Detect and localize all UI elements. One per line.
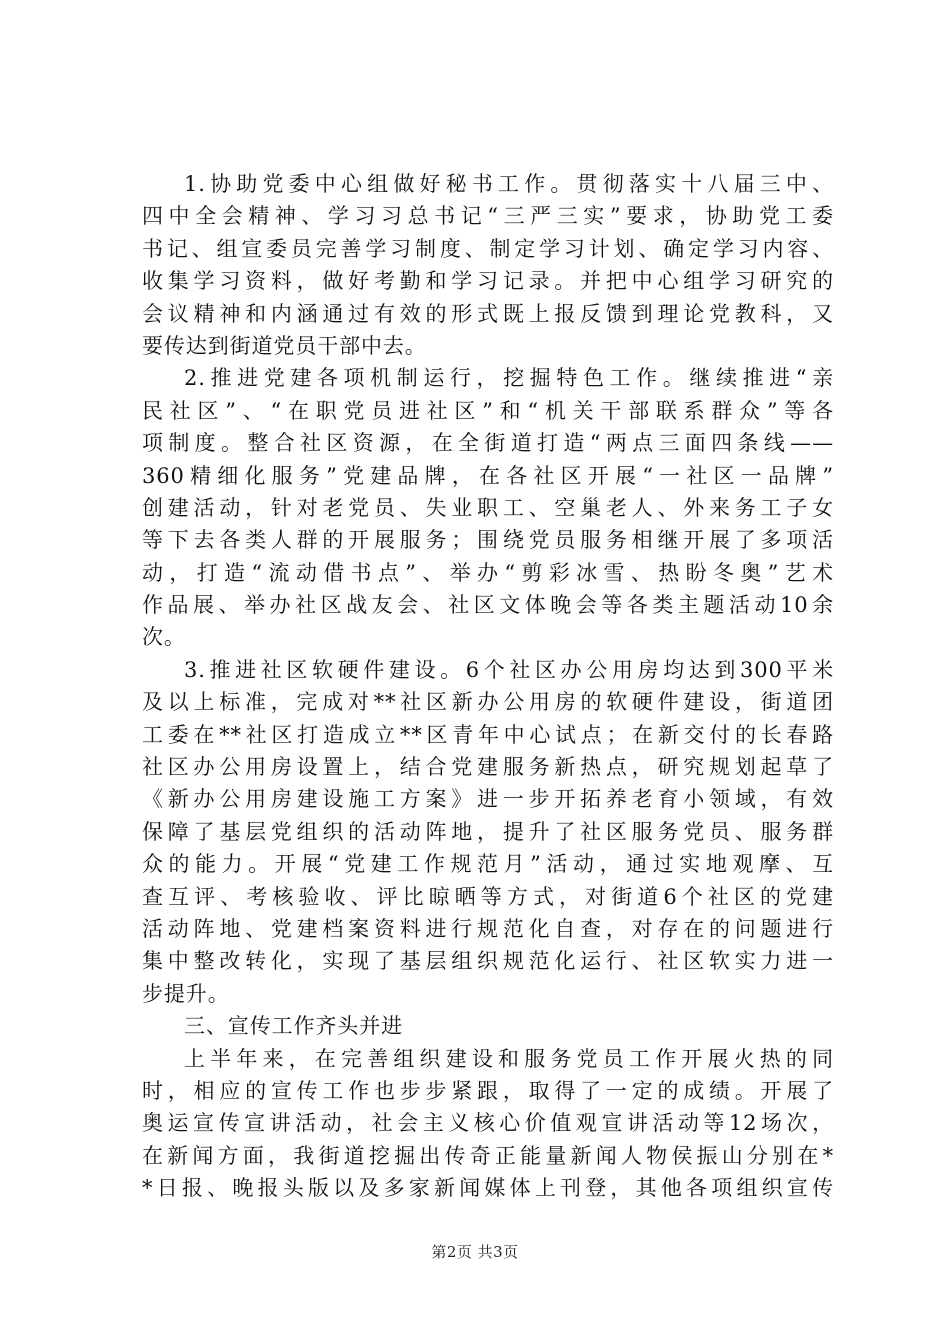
text-line: 上半年来，在完善组织建设和服务党员工作开展火热的同	[184, 1046, 834, 1071]
text-line: 活动阵地、党建档案资料进行规范化自查，对存在的问题进行	[142, 916, 834, 941]
text-line: 2.推进党建各项机制运行，挖掘特色工作。继续推进“亲	[184, 366, 834, 391]
text-line: 要传达到街道党员干部中去。	[142, 333, 427, 358]
text-line: 社区办公用房设置上，结合党建服务新热点，研究规划起草了	[142, 755, 834, 780]
text-line: 项制度。整合社区资源，在全街道打造“两点三面四条线——	[142, 431, 834, 456]
text-line: 在新闻方面，我街道挖掘出传奇正能量新闻人物侯振山分别在*	[142, 1143, 834, 1168]
text-line: 步提升。	[142, 981, 230, 1006]
text-line: 奥运宣传宣讲活动，社会主义核心价值观宣讲活动等12场次，	[142, 1111, 834, 1136]
text-line: 收集学习资料，做好考勤和学习记录。并把中心组学习研究的	[142, 269, 834, 294]
text-line: 众的能力。开展“党建工作规范月”活动，通过实地观摩、互	[142, 852, 834, 877]
text-line: 会议精神和内涵通过有效的形式既上报反馈到理论党教科，又	[142, 301, 834, 326]
text-line: 次。	[142, 625, 186, 650]
text-line: 360精细化服务”党建品牌，在各社区开展“一社区一品牌”	[142, 463, 834, 488]
text-line: 查互评、考核验收、评比晾晒等方式，对街道6个社区的党建	[142, 884, 834, 909]
text-line: 书记、组宣委员完善学习制度、制定学习计划、确定学习内容、	[142, 236, 834, 261]
text-line: 作品展、举办社区战友会、社区文体晚会等各类主题活动10余	[142, 593, 834, 618]
text-line: 保障了基层党组织的活动阵地，提升了社区服务党员、服务群	[142, 819, 834, 844]
text-line: 及以上标准，完成对**社区新办公用房的软硬件建设，街道团	[142, 690, 834, 715]
text-line: 工委在**社区打造成立**区青年中心试点；在新交付的长春路	[142, 722, 834, 747]
text-line: 四中全会精神、学习习总书记“三严三实”要求，协助党工委	[142, 204, 834, 229]
text-line: 3.推进社区软硬件建设。6个社区办公用房均达到300平米	[184, 657, 834, 682]
text-line: 《新办公用房建设施工方案》进一步开拓养老育小领域，有效	[142, 787, 834, 812]
text-line: 三、宣传工作齐头并进	[184, 1014, 403, 1039]
text-line: 民社区”、“在职党员进社区”和“机关干部联系群众”等各	[142, 398, 834, 423]
text-line: *日报、晚报头版以及多家新闻媒体上刊登，其他各项组织宣传	[142, 1176, 834, 1201]
text-line: 等下去各类人群的开展服务；围绕党员服务相继开展了多项活	[142, 528, 834, 553]
text-line: 动，打造“流动借书点”、举办“剪彩冰雪、热盼冬奥”艺术	[142, 560, 834, 585]
text-line: 创建活动，针对老党员、失业职工、空巢老人、外来务工子女	[142, 495, 834, 520]
text-line: 1.协助党委中心组做好秘书工作。贯彻落实十八届三中、	[184, 172, 834, 196]
page-footer: 第2页 共3页	[431, 1243, 519, 1261]
document-body	[142, 168, 834, 1205]
text-line: 时，相应的宣传工作也步步紧跟，取得了一定的成绩。开展了	[142, 1078, 834, 1103]
text-line: 集中整改转化，实现了基层组织规范化运行、社区软实力进一	[142, 949, 834, 974]
